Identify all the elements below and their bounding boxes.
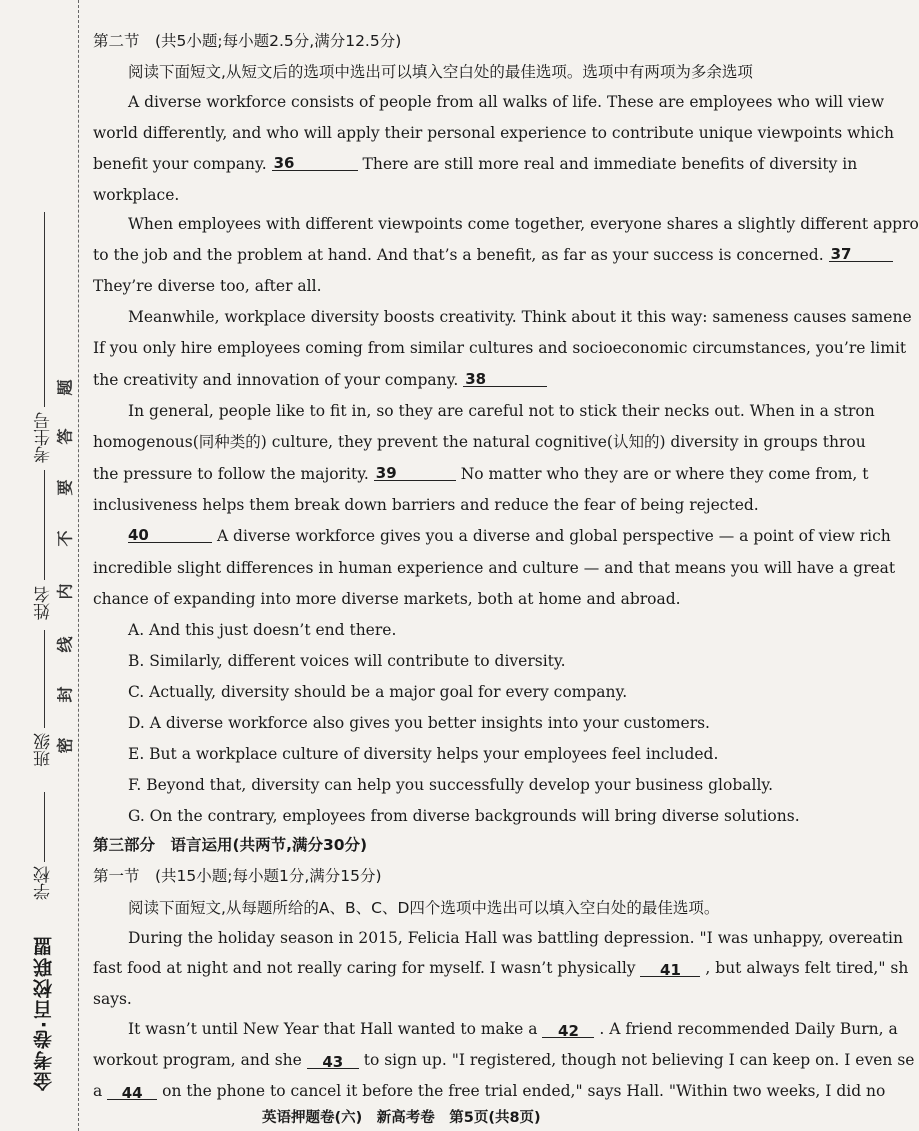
name-underline <box>44 470 45 580</box>
option-b: B. Similarly, different voices will contribute to diversity. <box>128 652 566 670</box>
option-g: G. On the contrary, employees from diverse backgrounds will bring diverse solutions. <box>128 807 800 825</box>
paragraph-line: homogenous(同种类的) culture, they prevent the natural cognitive(认知的) diversity in groups throu <box>93 433 866 451</box>
text-span: There are still more real and immediate benefits of diversity in <box>362 155 858 173</box>
question-number: 42 <box>558 1022 579 1040</box>
paragraph-line <box>93 154 857 174</box>
part-heading: 第三部分 语言运用(共两节,满分30分) <box>93 836 368 854</box>
question-number: 38 <box>465 370 487 388</box>
text-span: the pressure to follow the majority. <box>93 465 369 483</box>
answer-blank-41[interactable] <box>640 960 700 977</box>
option-e: E. But a workplace culture of diversity helps your employees feel included. <box>128 745 719 763</box>
paragraph-line: Meanwhile, workplace diversity boosts creativity. Think about it this way: sameness causes samene <box>128 308 912 326</box>
question-number: 41 <box>660 961 681 979</box>
paragraph-line <box>93 1081 885 1101</box>
text-span: benefit your company. <box>93 155 267 173</box>
exam-number-underline <box>44 212 45 407</box>
question-number: 43 <box>322 1053 344 1071</box>
paragraph-line <box>128 526 891 546</box>
exam-number-label: 考生号 <box>34 412 54 463</box>
text-span: It wasn’t until New Year that Hall wanted to make a <box>128 1020 538 1038</box>
section-instruction: 阅读下面短文,从短文后的选项中选出可以填入空白处的最佳选项。选项中有两项为多余选项 <box>128 63 753 81</box>
paragraph-line: workplace. <box>93 186 180 204</box>
text-span: a <box>93 1082 103 1100</box>
text-span: to sign up. "I registered, though not believing I can keep on. I even se <box>363 1051 915 1069</box>
answer-blank-37[interactable] <box>829 245 893 262</box>
text-span: . A friend recommended Daily Burn, a <box>599 1020 898 1038</box>
seal-char: 要 <box>55 479 75 496</box>
answer-blank-43[interactable] <box>307 1052 359 1069</box>
paragraph-line: A diverse workforce consists of people from all walks of life. These are employees who will view <box>128 93 885 111</box>
paragraph-line: During the holiday season in 2015, Felicia Hall was battling depression. "I was unhappy, overeatin <box>128 929 903 947</box>
name-label: 姓名 <box>34 586 54 620</box>
paragraph-line: They’re diverse too, after all. <box>93 277 322 295</box>
paragraph-line: inclusiveness helps them break down barriers and reduce the fear of being rejected. <box>93 496 759 514</box>
text-span: the creativity and innovation of your company. <box>93 371 459 389</box>
seal-char: 内 <box>55 583 75 600</box>
seal-char: 密 <box>55 737 75 754</box>
text-span: , but always felt tired," sh <box>705 959 909 977</box>
seal-char: 答 <box>55 428 75 445</box>
school-underline <box>44 792 45 862</box>
paragraph-line <box>93 245 893 265</box>
question-number: 37 <box>830 245 852 263</box>
text-span: A diverse workforce gives you a diverse and global perspective — a point of view rich <box>216 527 891 545</box>
text-span: workout program, and she <box>93 1051 302 1069</box>
answer-blank-39[interactable] <box>374 464 456 481</box>
option-c: C. Actually, diversity should be a major goal for every company. <box>128 683 628 701</box>
answer-blank-42[interactable] <box>542 1021 594 1038</box>
answer-blank-40[interactable] <box>128 526 212 543</box>
paragraph-line: chance of expanding into more diverse markets, both at home and abroad. <box>93 590 681 608</box>
class-label: 班级 <box>34 733 54 767</box>
paragraph-line <box>93 464 869 484</box>
seal-char: 题 <box>55 379 75 396</box>
text-span: on the phone to cancel it before the free trial ended," says Hall. "Within two weeks, I did no <box>162 1082 886 1100</box>
paragraph-line <box>93 1050 914 1070</box>
question-number: 39 <box>375 464 397 482</box>
answer-blank-36[interactable] <box>272 154 358 171</box>
page-footer: 英语押题卷(六) 新高考卷 第5页(共8页) <box>262 1110 541 1126</box>
school-label: 学校 <box>34 866 54 900</box>
answer-blank-38[interactable] <box>463 370 547 387</box>
question-number: 36 <box>273 154 295 172</box>
option-f: F. Beyond that, diversity can help you successfully develop your business globally. <box>128 776 774 794</box>
binding-dashed-line <box>78 0 79 1131</box>
paragraph-line: world differently, and who will apply their personal experience to contribute unique viewpoints which <box>93 124 895 142</box>
section-instruction: 阅读下面短文,从每题所给的A、B、C、D四个选项中选出可以填入空白处的最佳选项。 <box>128 899 720 917</box>
seal-char: 不 <box>55 530 75 547</box>
text-span: to the job and the problem at hand. And that’s a benefit, as far as your success is concerned. <box>93 246 824 264</box>
paragraph-line: says. <box>93 990 132 1008</box>
paragraph-line <box>128 1019 898 1039</box>
question-number: 40 <box>128 526 149 544</box>
seal-char: 封 <box>55 686 75 703</box>
paragraph-line: If you only hire employees coming from similar cultures and socioeconomic circumstances, you’re limit <box>93 339 907 357</box>
answer-blank-44[interactable] <box>107 1083 157 1100</box>
paragraph-line: incredible slight differences in human experience and culture — and that means you will have a great <box>93 559 896 577</box>
brand-logo-text: 金考卷·百校联盟 <box>33 935 55 1092</box>
question-number: 44 <box>121 1084 143 1102</box>
paragraph-line <box>93 958 908 978</box>
section-heading: 第一节 (共15小题;每小题1分,满分15分) <box>93 867 382 885</box>
text-span: fast food at night and not really caring for myself. I wasn’t physically <box>93 959 636 977</box>
paragraph-line <box>93 370 547 390</box>
option-d: D. A diverse workforce also gives you better insights into your customers. <box>128 714 710 732</box>
class-underline <box>44 630 45 728</box>
paragraph-line: When employees with different viewpoints come together, everyone shares a slightly different appro <box>128 215 919 233</box>
seal-char: 线 <box>55 636 75 653</box>
paragraph-line: In general, people like to fit in, so they are careful not to stick their necks out. When in a stron <box>128 402 875 420</box>
option-a: A. And this just doesn’t end there. <box>128 621 397 639</box>
text-span: No matter who they are or where they come from, t <box>460 465 869 483</box>
section-heading: 第二节 (共5小题;每小题2.5分,满分12.5分) <box>93 32 402 50</box>
